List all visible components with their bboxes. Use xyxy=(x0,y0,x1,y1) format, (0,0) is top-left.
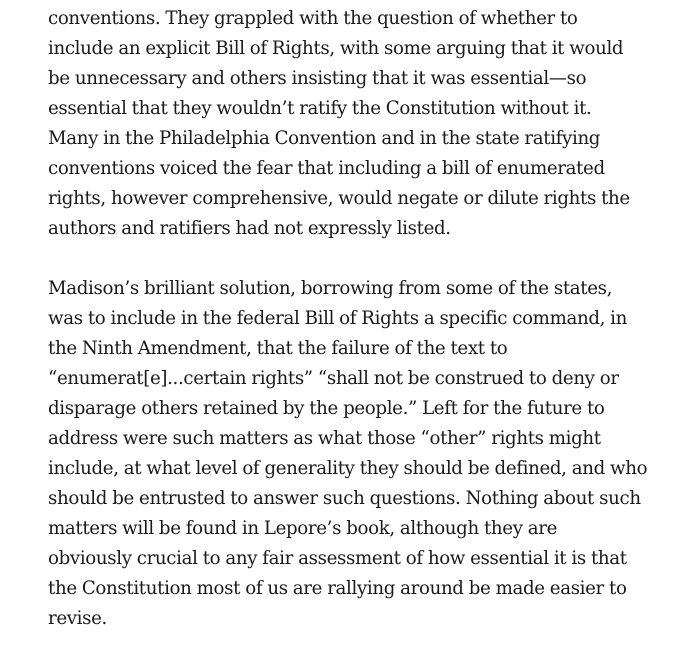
text-line: revise. xyxy=(48,608,107,629)
text-line: was to include in the federal Bill of Rights a specific command, in xyxy=(48,308,628,329)
text-line: Madison’s brilliant solution, borrowing from some of the states, xyxy=(48,278,613,299)
text-line: obviously crucial to any fair assessment of how essential it is that xyxy=(48,548,627,569)
text-line: should be entrusted to answer such questions. Nothing about such xyxy=(48,488,641,509)
text-line: “enumerat[e]...certain rights” “shall not be construed to deny or xyxy=(48,368,619,389)
text-line: include, at what level of generality they should be defined, and who xyxy=(48,458,648,479)
text-line: conventions. They grappled with the question of whether to xyxy=(48,8,578,29)
text-line: disparage others retained by the people.” Left for the future to xyxy=(48,398,605,419)
paragraph-conventions xyxy=(48,4,674,244)
text-line: rights, however comprehensive, would negate or dilute rights the xyxy=(48,188,630,209)
text-line: conventions voiced the fear that including a bill of enumerated xyxy=(48,158,605,179)
text-line: include an explicit Bill of Rights, with some arguing that it would xyxy=(48,38,624,59)
text-line: Many in the Philadelphia Convention and in the state ratifying xyxy=(48,128,601,149)
text-line: the Ninth Amendment, that the failure of the text to xyxy=(48,338,508,359)
text-line: essential that they wouldn’t ratify the Constitution without it. xyxy=(48,98,592,119)
paragraph-madison xyxy=(48,274,674,634)
article-body xyxy=(48,4,674,634)
text-line: address were such matters as what those “other” rights might xyxy=(48,428,601,449)
text-line: matters will be found in Lepore’s book, although they are xyxy=(48,518,557,539)
text-line: be unnecessary and others insisting that it was essential—so xyxy=(48,68,587,89)
text-line: the Constitution most of us are rallying around be made easier to xyxy=(48,578,627,599)
text-line: authors and ratifiers had not expressly listed. xyxy=(48,218,451,239)
